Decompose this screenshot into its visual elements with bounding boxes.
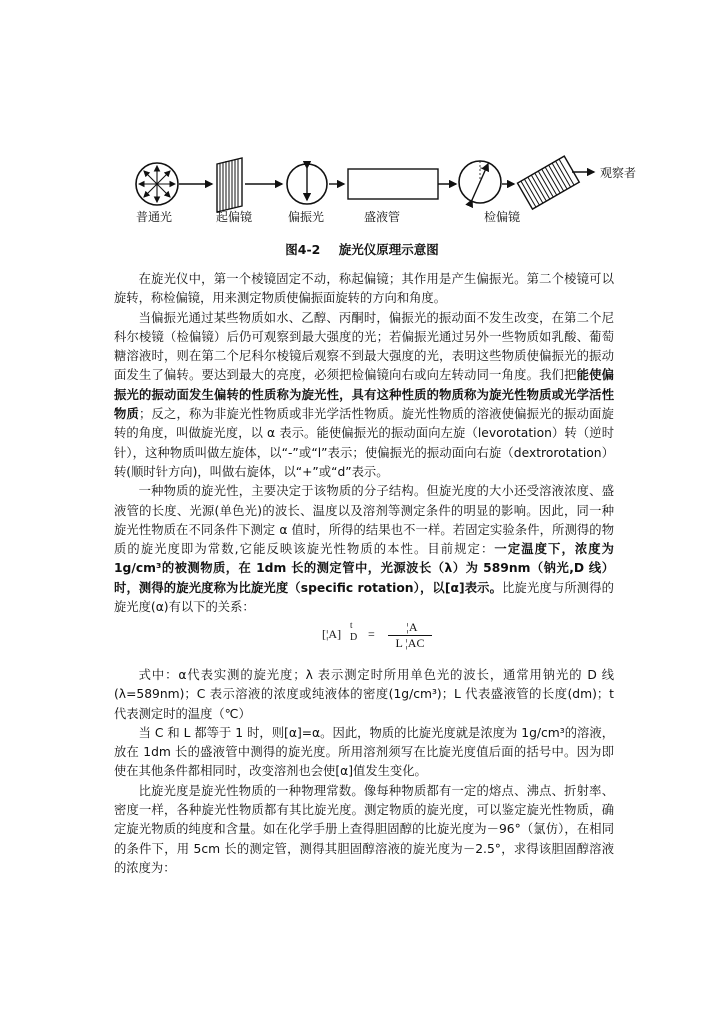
- paragraph-4: 式中：α代表实测的旋光度；λ 表示测定时所用单色光的波长，通常用钠光的 D 线(λ=589nm)；C 表示溶液的浓度或纯液体的密度(1g/cm³)；L 代表盛液管的长度(dm)；t 代表测定时的温度（℃）: [114, 668, 614, 721]
- formula-line-subscript: D: [350, 632, 358, 643]
- specific-rotation-formula: [320, 620, 440, 656]
- paragraph-5: 当 C 和 L 都等于 1 时，则[α]=α。因此，物质的比旋光度就是浓度为 1g/cm³的溶液，放在 1dm 长的盛液管中测得的旋光度。所用溶剂须写在比旋光度值后面的括号中。因为即使在其他条件都相同时，改变溶剂也会使[α]值发生变化。: [114, 725, 614, 779]
- sample-tube-label: 盛液管: [364, 210, 401, 224]
- ordinary-light-icon: [136, 163, 178, 205]
- figure-title: 旋光仪原理示意图: [338, 242, 439, 257]
- formula-numerator: ¦A: [406, 620, 418, 634]
- formula-equals: =: [368, 627, 375, 641]
- sample-tube-icon: [348, 169, 438, 199]
- text-block-lower: [114, 666, 614, 878]
- formula-temperature-superscript: t: [350, 620, 353, 630]
- analyzer-prism-icon: [517, 156, 579, 209]
- paragraph-2: [114, 309, 614, 483]
- paragraph-3-text-c: 比旋光度与所测得的旋光度(α)有以下的关系：: [114, 580, 614, 615]
- polarized-light-icon: [287, 164, 327, 204]
- text-block-upper: [114, 270, 614, 617]
- formula-lhs: [¦A]: [322, 627, 342, 641]
- paragraph-2-text-c: ；反之，称为非旋光性物质或非光学活性物质。旋光性物质的溶液使偏振光的振动面旋转的角度，叫做旋光度，以 α 表示。能使偏振光的振动面向左旋（levorotation）转（逆时针），这种物质叫做左旋体，以“-”或“l”表示；使偏振光的振动面向右旋（dextrorotation）转(顺时针方向)，叫做右旋体，以“+”或“d”表示。: [114, 407, 614, 479]
- paragraph-3-text-a: 一种物质的旋光性，主要决定于该物质的分子结构。但旋光度的大小还受溶液浓度、盛液管的长度、光源(单色光)的波长、温度以及溶剂等测定条件的明显的影响。因此，同一种旋光性物质在不同条件下测定 α 值时，所得的结果也不一样。若固定实验条件，所测得的物质的旋光度即为常数,它能反映该旋光性物质的本性。目前规定：: [114, 484, 614, 557]
- polarized-light-label: 偏振光: [288, 210, 325, 224]
- ordinary-light-label: 普通光: [136, 210, 173, 224]
- polarizer-prism-icon: [217, 158, 242, 212]
- paragraph-3-definition: 一定温度下，浓度为 1g/cm³的被测物质，在 1dm 长的测定管中，光源波长（λ）为 589nm（钠光,D 线）时，测得的旋光度称为比旋光度（specific rotation），以[α]表示。: [114, 542, 614, 595]
- polarizer-label: 起偏镜: [216, 210, 253, 224]
- paragraph-2-text-a: 当偏振光通过某些物质如水、乙醇、丙酮时，偏振光的振动面不发生改变，在第二个尼科尔棱镜（检偏镜）后仍可观察到最大强度的光；若偏振光通过另外一些物质如乳酸、葡萄糖溶液时，则在第二个尼科尔棱镜后观察不到最大强度的光，表明这些物质使偏振光的振动面发生了偏转。要达到最大的亮度，必须把检偏镜向右或向左转动同一角度。我们把: [114, 310, 614, 383]
- paragraph-3: [114, 482, 614, 617]
- analyzer-label: 检偏镜: [484, 210, 521, 224]
- figure-caption: [0, 240, 724, 258]
- formula-denominator: L ¦AC: [395, 636, 425, 650]
- paragraph-6: 比旋光度是旋光性物质的一种物理常数。像每种物质都有一定的熔点、沸点、折射率、密度一样，各种旋光性物质都有其比旋光度。测定物质的旋光度，可以鉴定旋光性物质，确定旋光物质的纯度和含量。如在化学手册上查得胆固醇的比旋光度为－96°（氯仿），在相同的条件下，用 5cm 长的测定管，测得其胆固醇溶液的旋光度为－2.5°，求得该胆固醇溶液的浓度为：: [114, 783, 614, 875]
- paragraph-2-definition: 能使偏振光的振动面发生偏转的性质称为旋光性，具有这种性质的物质称为旋光性物质或光学活性物质: [114, 368, 614, 422]
- observer-label: 观察者: [600, 166, 637, 180]
- rotated-polarized-light-icon: [459, 161, 501, 203]
- paragraph-1: 在旋光仪中，第一个棱镜固定不动，称起偏镜；其作用是产生偏振光。第二个棱镜可以旋转，称检偏镜，用来测定物质使偏振面旋转的方向和角度。: [114, 272, 614, 306]
- figure-number: 图4-2: [285, 242, 321, 257]
